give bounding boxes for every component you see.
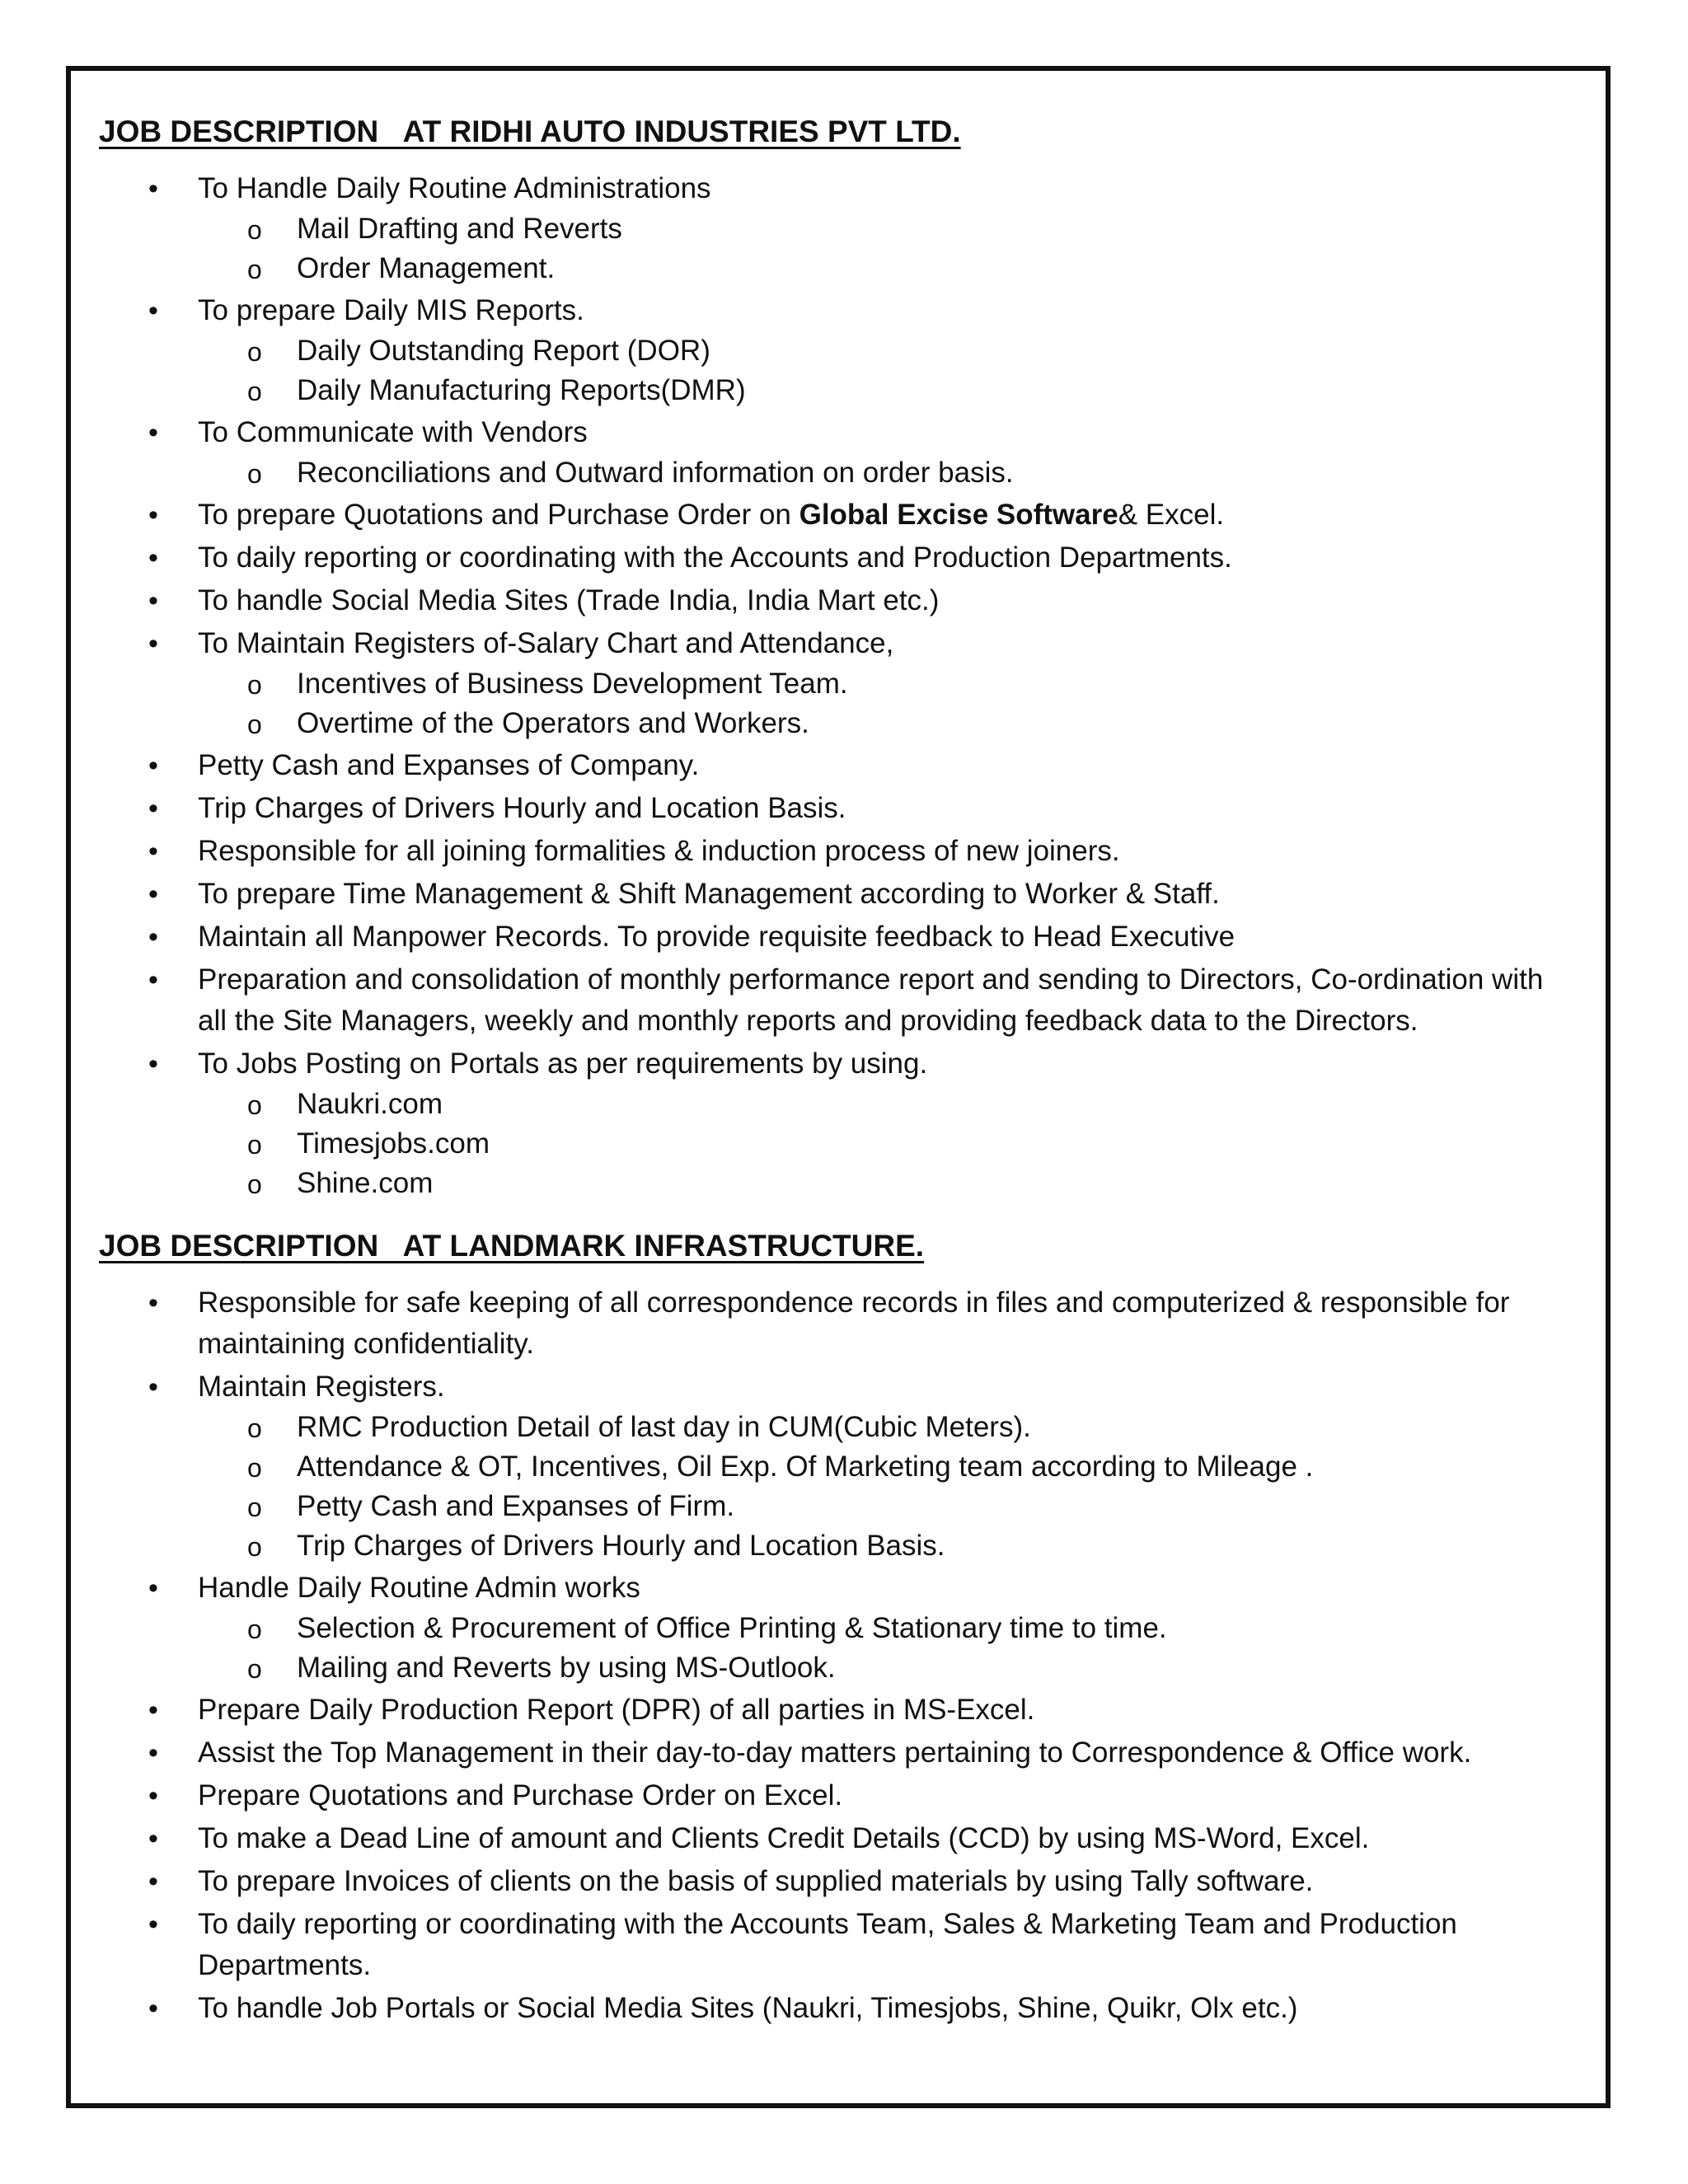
list-item: • Trip Charges of Drivers Hourly and Location Basis. — [99, 788, 1566, 829]
list-item — [99, 494, 1566, 536]
sub-list — [198, 331, 1566, 410]
section-title: JOB DESCRIPTION AT RIDHI AUTO INDUSTRIES PVT LTD. — [99, 115, 961, 148]
sub-list — [198, 664, 1566, 743]
sub-list-item: o Overtime of the Operators and Workers. — [99, 704, 1566, 743]
sub-list-item: o Daily Manufacturing Reports(DMR) — [99, 371, 1566, 410]
list-item-text: Handle Daily Routine Admin works — [198, 1572, 640, 1604]
list-item — [99, 290, 1566, 410]
list-item — [99, 1568, 1566, 1688]
list-item: • Preparation and consolidation of monthly performance report and sending to Directors, Co-ordination with all the Site Managers, weekly and monthly reports and providing feedback data to the Directors. — [99, 959, 1566, 1042]
sub-list — [198, 1085, 1566, 1203]
sub-list — [198, 209, 1566, 288]
sub-list-item: o Attendance & OT, Incentives, Oil Exp. Of Marketing team according to Mileage . — [99, 1447, 1566, 1487]
sub-list-item: o Order Management. — [99, 249, 1566, 288]
sub-list-item: o Mail Drafting and Reverts — [99, 209, 1566, 249]
list-item-text: Maintain Registers. — [198, 1371, 445, 1403]
list-item: • To daily reporting or coordinating with the Accounts and Production Departments. — [99, 537, 1566, 579]
sub-list-item: o Selection & Procurement of Office Printing & Stationary time to time. — [99, 1609, 1566, 1648]
list-item-text: & Excel. — [1118, 499, 1225, 531]
sub-list-item: o Trip Charges of Drivers Hourly and Location Basis. — [99, 1526, 1566, 1566]
list-item — [99, 412, 1566, 493]
list-item — [99, 1043, 1566, 1203]
list-item-text: To Handle Daily Routine Administrations — [198, 172, 711, 204]
list-item: • Responsible for all joining formalities & induction process of new joiners. — [99, 831, 1566, 872]
sub-list-item: o Daily Outstanding Report (DOR) — [99, 331, 1566, 371]
list-item-text: To Jobs Posting on Portals as per requirements by using. — [198, 1047, 928, 1080]
list-item — [99, 168, 1566, 288]
sub-list — [198, 453, 1566, 493]
software-name: Global Excise Software — [799, 499, 1118, 531]
list-item: • Responsible for safe keeping of all correspondence records in files and computerized & responsible for maintaining confidentiality. — [99, 1282, 1566, 1365]
list-item-text: To Maintain Registers of-Salary Chart and Attendance, — [198, 627, 894, 659]
sub-list-item: o Naukri.com — [99, 1085, 1566, 1124]
bullet-list — [99, 168, 1566, 1203]
section-ridhi-auto — [99, 107, 1566, 1203]
list-item: • Prepare Daily Production Report (DPR) of all parties in MS-Excel. — [99, 1690, 1566, 1731]
sub-list-item: o Mailing and Reverts by using MS-Outlook. — [99, 1648, 1566, 1688]
sub-list-item: o Timesjobs.com — [99, 1124, 1566, 1164]
list-item: • Prepare Quotations and Purchase Order on Excel. — [99, 1775, 1566, 1816]
document-body — [99, 107, 1566, 2031]
list-item — [99, 623, 1566, 743]
list-item: • To make a Dead Line of amount and Clients Credit Details (CCD) by using MS-Word, Excel. — [99, 1818, 1566, 1859]
bullet-list — [99, 1282, 1566, 2029]
list-item: • Petty Cash and Expanses of Company. — [99, 745, 1566, 786]
sub-list-item: o Incentives of Business Development Team. — [99, 664, 1566, 704]
list-item: • To prepare Invoices of clients on the basis of supplied materials by using Tally software. — [99, 1861, 1566, 1902]
list-item: • To prepare Time Management & Shift Management according to Worker & Staff. — [99, 874, 1566, 915]
list-item: • To daily reporting or coordinating with the Accounts Team, Sales & Marketing Team and Production Departments. — [99, 1904, 1566, 1986]
sub-list-item: o Shine.com — [99, 1164, 1566, 1203]
sub-list — [198, 1408, 1566, 1566]
sub-list-item: o Petty Cash and Expanses of Firm. — [99, 1487, 1566, 1526]
list-item-text: To prepare Quotations and Purchase Order on — [198, 499, 799, 531]
list-item: • To handle Job Portals or Social Media Sites (Naukri, Timesjobs, Shine, Quikr, Olx etc.) — [99, 1988, 1566, 2029]
list-item — [99, 1366, 1566, 1566]
list-item: • To handle Social Media Sites (Trade India, India Mart etc.) — [99, 580, 1566, 621]
list-item-text: To prepare Daily MIS Reports. — [198, 294, 584, 326]
section-landmark-infrastructure — [99, 1221, 1566, 2029]
sub-list-item: o Reconciliations and Outward information on order basis. — [99, 453, 1566, 493]
list-item: • Maintain all Manpower Records. To provide requisite feedback to Head Executive — [99, 916, 1566, 958]
section-title: JOB DESCRIPTION AT LANDMARK INFRASTRUCTURE. — [99, 1229, 925, 1263]
list-item-text: To Communicate with Vendors — [198, 416, 588, 448]
sub-list-item: o RMC Production Detail of last day in CUM(Cubic Meters). — [99, 1408, 1566, 1447]
list-item: • Assist the Top Management in their day-to-day matters pertaining to Correspondence & Office work. — [99, 1732, 1566, 1774]
sub-list — [198, 1609, 1566, 1688]
